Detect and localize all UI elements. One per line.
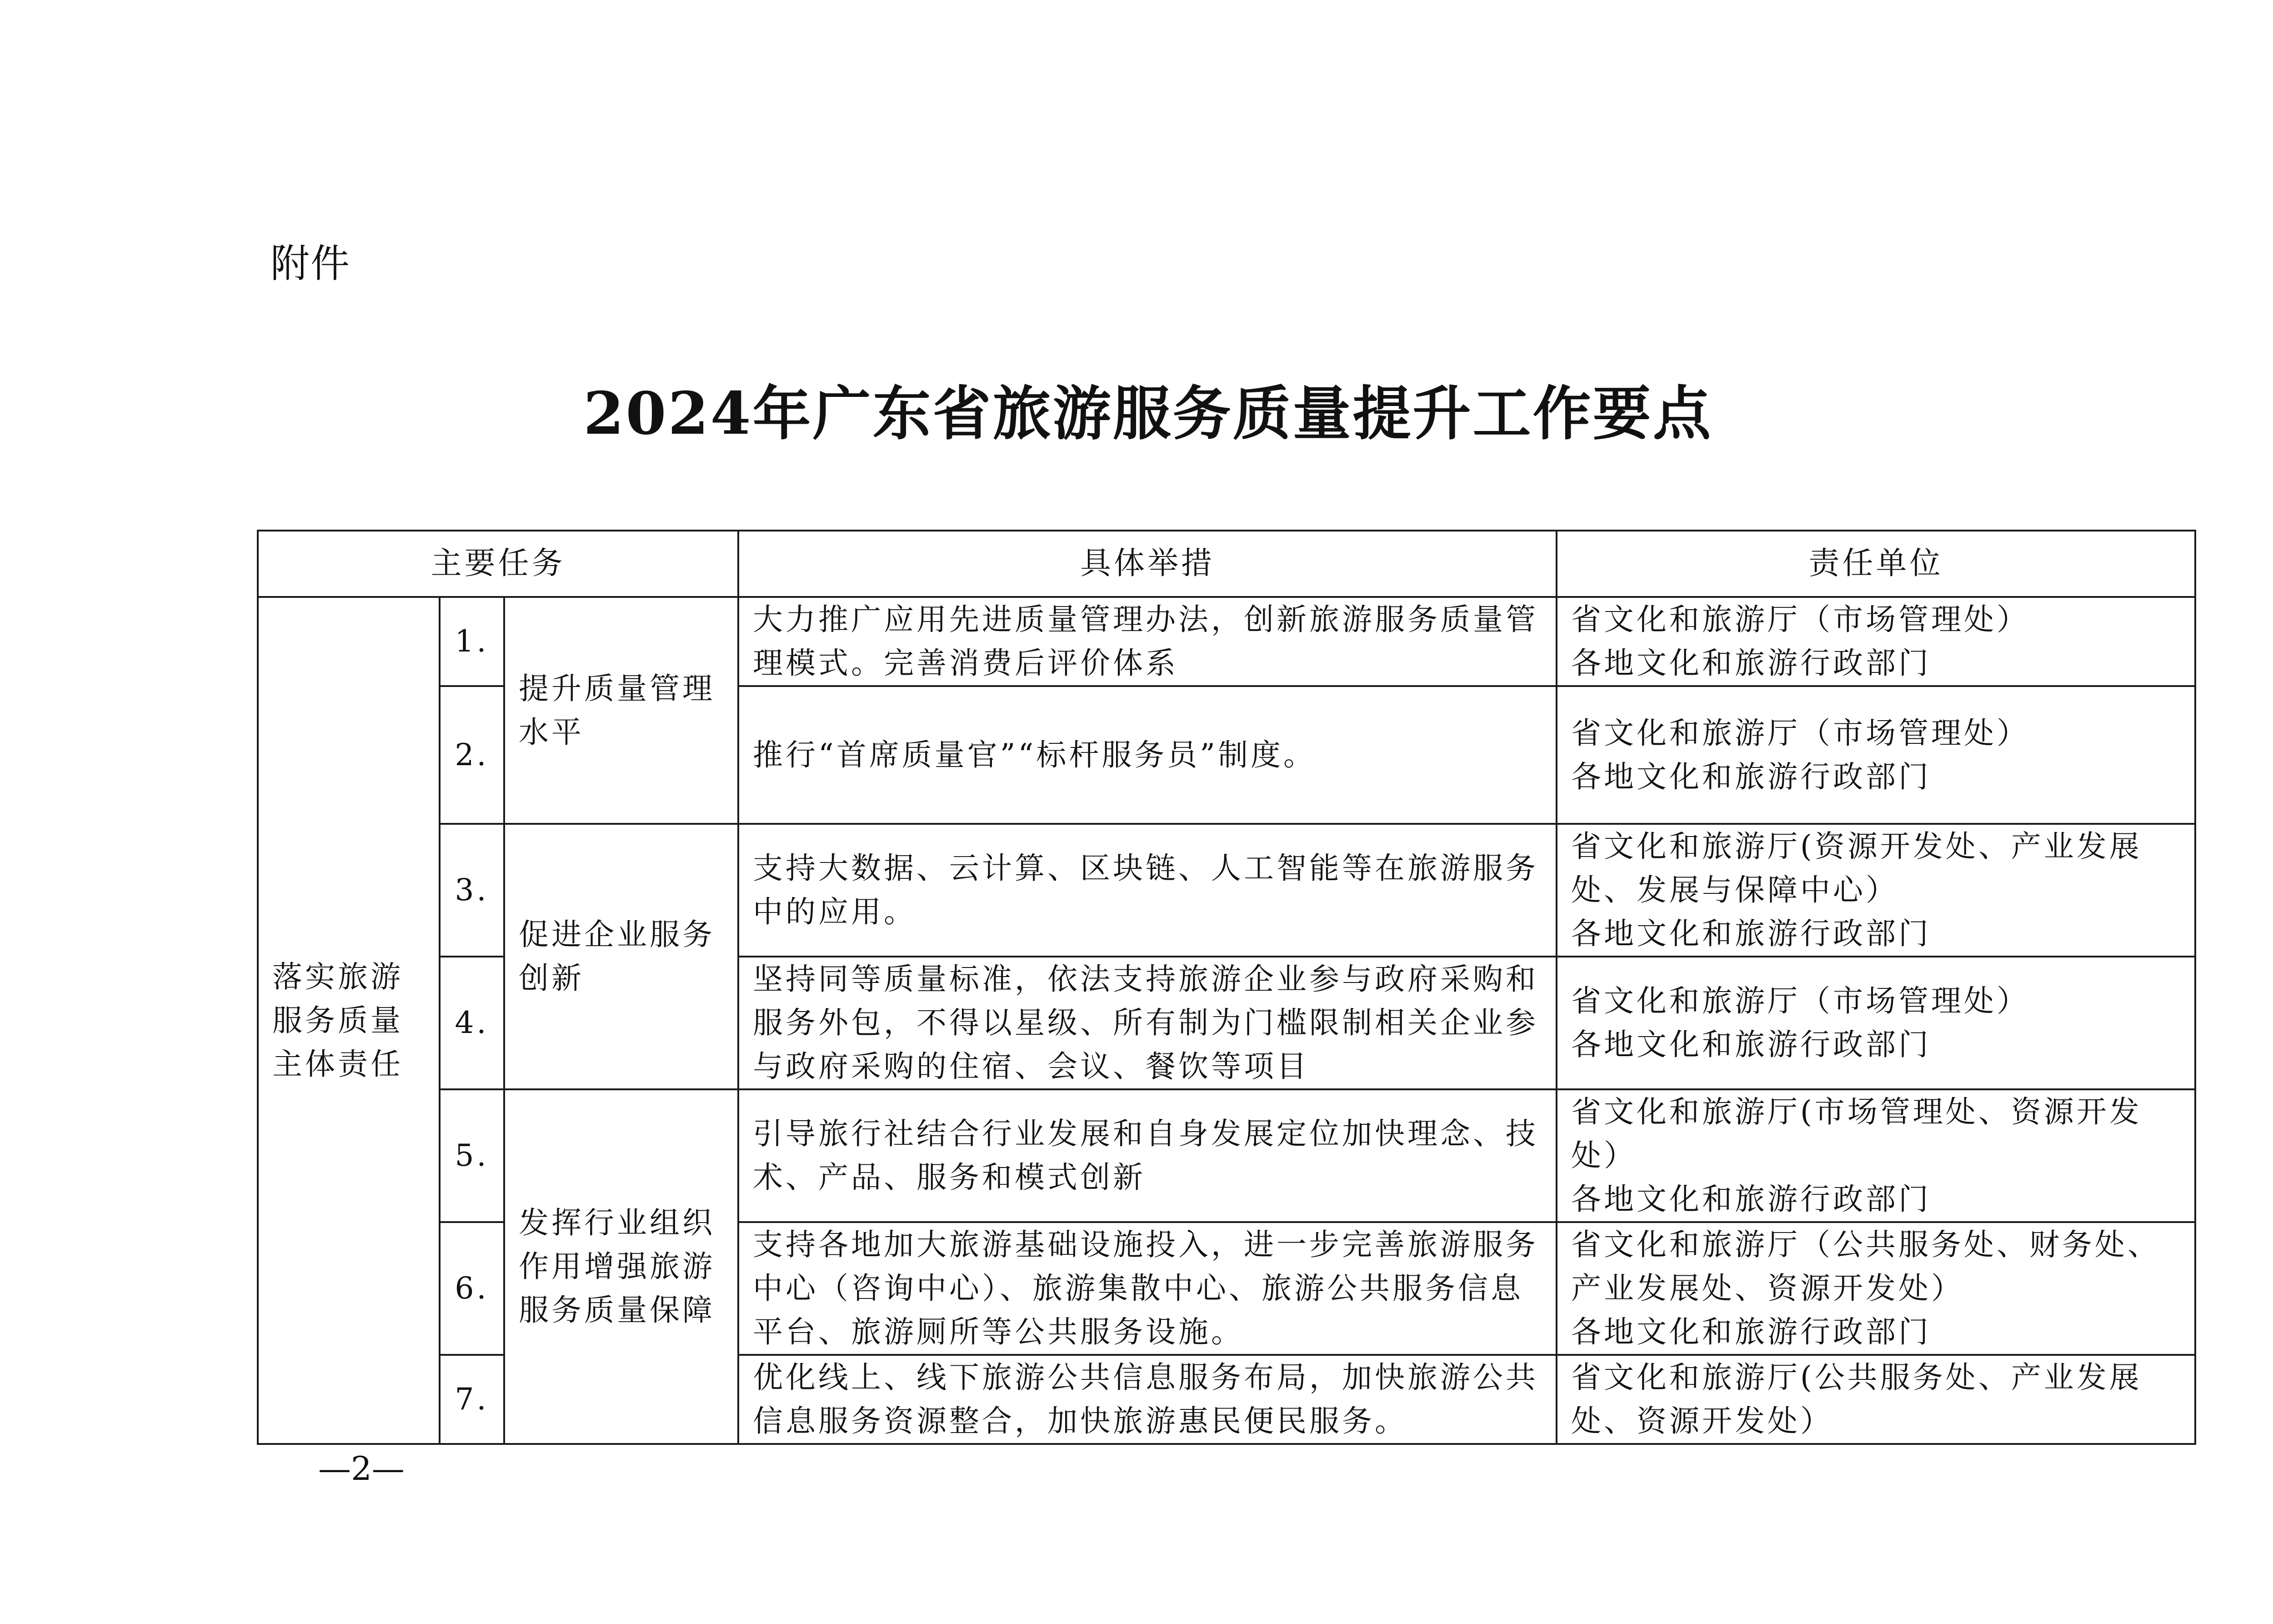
row-number: 7. [440, 1355, 504, 1444]
unit-cell [1557, 1355, 2195, 1444]
unit-line: 各地文化和旅游行政部门 [1571, 1182, 1932, 1217]
table-row [258, 824, 2195, 957]
unit-line: 各地文化和旅游行政部门 [1571, 1027, 1932, 1062]
work-points-table [257, 530, 2196, 1445]
header-responsible-unit: 责任单位 [1557, 531, 2195, 597]
unit-line: 各地文化和旅游行政部门 [1571, 759, 1932, 794]
unit-line: 各地文化和旅游行政部门 [1571, 646, 1932, 681]
measure-cell: 坚持同等质量标准，依法支持旅游企业参与政府采购和服务外包，不得以星级、所有制为门槛限制相关企业参与政府采购的住宿、会议、餐饮等项目 [738, 957, 1557, 1089]
measure-cell: 大力推广应用先进质量管理办法，创新旅游服务质量管理模式。完善消费后评价体系 [738, 597, 1557, 686]
unit-line: 省文化和旅游厅（市场管理处） [1571, 715, 2030, 751]
unit-line: 省文化和旅游厅(公共服务处、产业发展处、资源开发处） [1571, 1360, 2142, 1439]
document-title: 2024年广东省旅游服务质量提升工作要点 [583, 380, 1713, 448]
page-number: —2— [318, 1449, 405, 1488]
task-cell: 促进企业服务创新 [504, 824, 738, 1089]
measure-cell: 支持大数据、云计算、区块链、人工智能等在旅游服务中的应用。 [738, 824, 1557, 957]
measure-cell: 支持各地加大旅游基础设施投入，进一步完善旅游服务中心（咨询中心）、旅游集散中心、旅游公共服务信息平台、旅游厕所等公共服务设施。 [738, 1222, 1557, 1355]
unit-cell [1557, 686, 2195, 824]
unit-cell [1557, 597, 2195, 686]
measure-cell: 推行“首席质量官”“标杆服务员”制度。 [738, 686, 1557, 824]
table-row [258, 597, 2195, 686]
unit-line: 省文化和旅游厅(市场管理处、资源开发处） [1571, 1094, 2142, 1173]
attachment-label: 附件 [270, 241, 350, 286]
row-number: 6. [440, 1222, 504, 1355]
unit-cell [1557, 824, 2195, 957]
unit-line: 省文化和旅游厅（市场管理处） [1571, 983, 2030, 1018]
unit-line: 各地文化和旅游行政部门 [1571, 1314, 1932, 1349]
unit-cell [1557, 1089, 2195, 1222]
row-number: 1. [440, 597, 504, 686]
task-cell: 提升质量管理水平 [504, 597, 738, 824]
table-header-row [258, 531, 2195, 597]
row-number: 3. [440, 824, 504, 957]
unit-cell [1557, 1222, 2195, 1355]
row-number: 5. [440, 1089, 504, 1222]
unit-cell [1557, 957, 2195, 1089]
measure-cell: 优化线上、线下旅游公共信息服务布局，加快旅游公共信息服务资源整合，加快旅游惠民便民服务。 [738, 1355, 1557, 1444]
table-row [258, 1089, 2195, 1222]
header-main-task: 主要任务 [258, 531, 738, 597]
unit-line: 省文化和旅游厅(资源开发处、产业发展处、发展与保障中心） [1571, 829, 2142, 907]
measure-cell: 引导旅行社结合行业发展和自身发展定位加快理念、技术、产品、服务和模式创新 [738, 1089, 1557, 1222]
header-measures: 具体举措 [738, 531, 1557, 597]
task-group-cell: 落实旅游服务质量主体责任 [258, 597, 440, 1444]
task-cell: 发挥行业组织作用增强旅游服务质量保障 [504, 1089, 738, 1444]
row-number: 2. [440, 686, 504, 824]
unit-line: 省文化和旅游厅（市场管理处） [1571, 602, 2030, 637]
unit-line: 各地文化和旅游行政部门 [1571, 916, 1932, 951]
row-number: 4. [440, 957, 504, 1089]
unit-line: 省文化和旅游厅（公共服务处、财务处、产业发展处、资源开发处） [1571, 1227, 2161, 1306]
